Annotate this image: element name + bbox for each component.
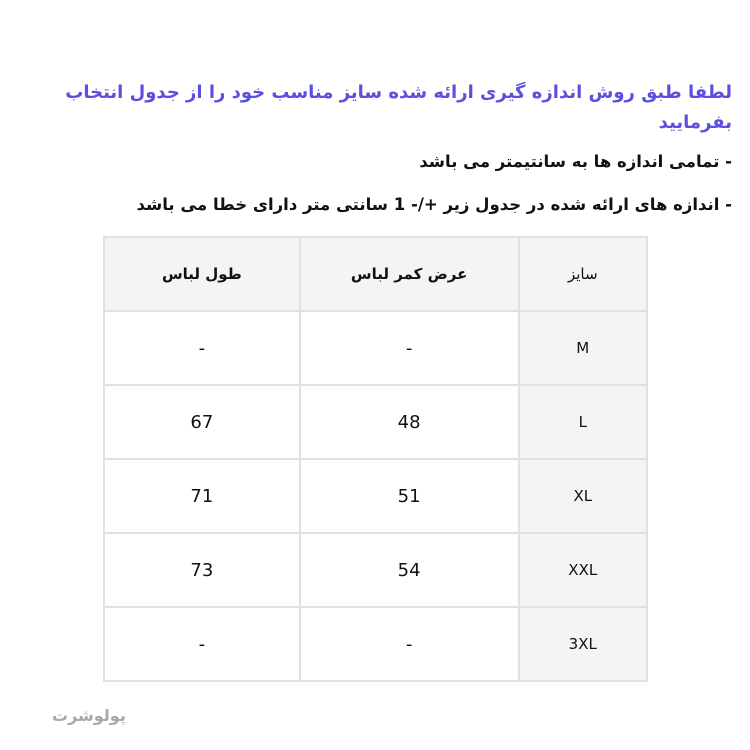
- note-tolerance: - اندازه های ارائه شده در جدول زیر +/- 1 سانتی متر دارای خطا می باشد: [136, 195, 732, 214]
- size-cell: 3XL: [519, 607, 647, 681]
- waist-cell: 51: [300, 459, 519, 533]
- size-cell: L: [519, 385, 647, 459]
- size-guide-notes: [40, 78, 732, 234]
- length-cell: 73: [104, 533, 300, 607]
- table-row: [104, 459, 647, 533]
- waist-cell: 54: [300, 533, 519, 607]
- length-cell: -: [104, 607, 300, 681]
- table-row: [104, 311, 647, 385]
- instruction-heading: لطفا طبق روش اندازه گیری ارائه شده سایز مناسب خود را از جدول انتخاب بفرمایید: [65, 82, 732, 133]
- waist-cell: -: [300, 311, 519, 385]
- waist-cell: -: [300, 607, 519, 681]
- size-cell: XXL: [519, 533, 647, 607]
- header-size: سایز: [519, 237, 647, 311]
- table-header-row: [104, 237, 647, 311]
- size-cell: M: [519, 311, 647, 385]
- length-cell: 71: [104, 459, 300, 533]
- header-garment-length: طول لباس: [104, 237, 300, 311]
- size-chart-table: [103, 236, 648, 682]
- note-units: - تمامی اندازه ها به سانتیمتر می باشد: [419, 152, 732, 171]
- table-row: [104, 385, 647, 459]
- waist-cell: 48: [300, 385, 519, 459]
- table-row: [104, 533, 647, 607]
- header-waist-width: عرض کمر لباس: [300, 237, 519, 311]
- product-type-label: پولوشرت: [52, 706, 126, 725]
- length-cell: -: [104, 311, 300, 385]
- size-cell: XL: [519, 459, 647, 533]
- table-row: [104, 607, 647, 681]
- length-cell: 67: [104, 385, 300, 459]
